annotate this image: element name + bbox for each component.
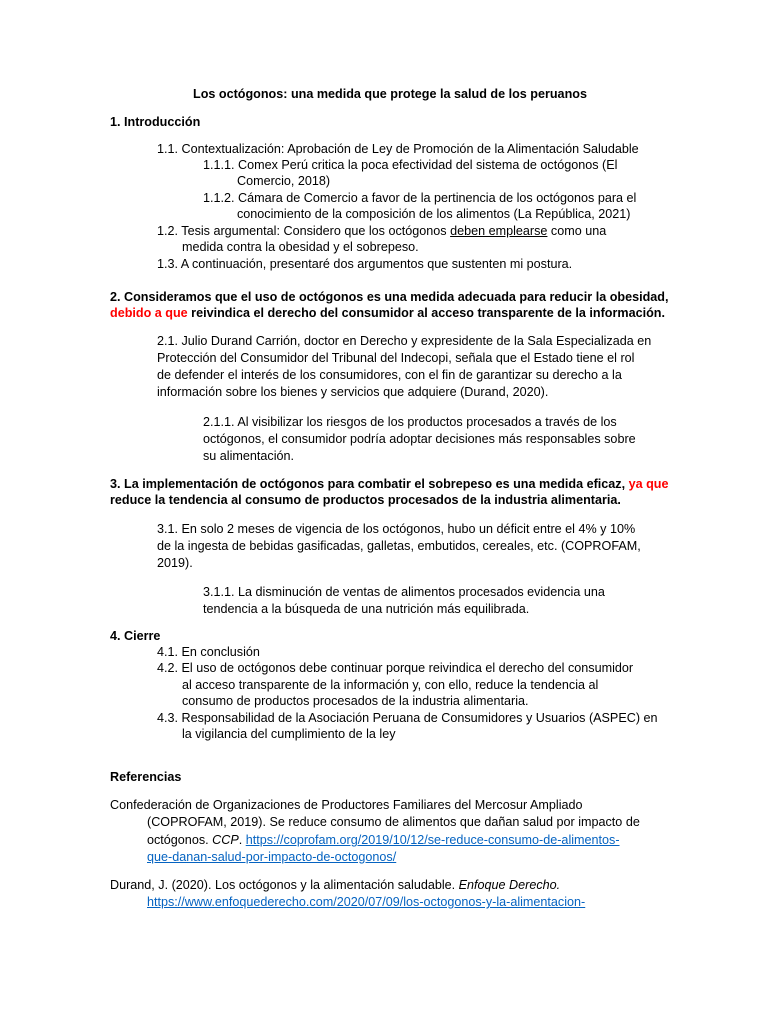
item-4-2-line-1: 4.2. El uso de octógonos debe continuar porque reivindica el derecho del consumidor bbox=[157, 661, 634, 675]
para-3-1-1-line-2: tendencia a la búsqueda de una nutrición más equilibrada. bbox=[203, 602, 530, 616]
para-2-1-line-4: información sobre los bienes y servicios que adquiere (Durand, 2020). bbox=[157, 385, 549, 399]
reference-1-line-1: Confederación de Organizaciones de Productores Familiares del Mercosur Ampliado bbox=[110, 798, 583, 812]
item-1-2-text-a: 1.2. Tesis argumental: Considero que los octógonos bbox=[157, 224, 451, 238]
section-3-connector: ya que bbox=[628, 477, 669, 491]
section-2-heading-rest: reivindica el derecho del consumidor al acceso transparente de la información. bbox=[187, 306, 665, 320]
item-1-3: 1.3. A continuación, presentaré dos argumentos que sustenten mi postura. bbox=[157, 257, 573, 271]
para-2-1-1-line-1: 2.1.1. Al visibilizar los riesgos de los productos procesados a través de los bbox=[203, 415, 617, 429]
para-2-1-1-line-2: octógonos, el consumidor podría adoptar decisiones más responsables sobre bbox=[203, 432, 636, 446]
references-heading: Referencias bbox=[110, 770, 182, 784]
section-2-heading-line-1: 2. Consideramos que el uso de octógonos es una medida adecuada para reducir la obesidad, bbox=[110, 290, 669, 304]
para-3-1-line-3: 2019). bbox=[157, 556, 193, 570]
para-2-1-line-1: 2.1. Julio Durand Carrión, doctor en Derecho y expresidente de la Sala Especializada en bbox=[157, 334, 652, 348]
section-3-heading-line-1 bbox=[110, 476, 669, 492]
reference-2-text: Durand, J. (2020). Los octógonos y la alimentación saludable. bbox=[110, 878, 459, 892]
reference-2-line-1 bbox=[110, 877, 560, 893]
para-3-1-1-line-1: 3.1.1. La disminución de ventas de alimentos procesados evidencia una bbox=[203, 585, 605, 599]
item-1-1: 1.1. Contextualización: Aprobación de Ley de Promoción de la Alimentación Saludable bbox=[157, 142, 639, 156]
section-1-heading: 1. Introducción bbox=[110, 115, 201, 129]
reference-1-text: octógonos. bbox=[147, 833, 213, 847]
section-4-heading: 4. Cierre bbox=[110, 629, 161, 643]
item-1-2-line-2: medida contra la obesidad y el sobrepeso. bbox=[182, 240, 419, 254]
section-3-heading-text: 3. La implementación de octógonos para combatir el sobrepeso es una medida eficaz, bbox=[110, 477, 629, 491]
reference-1-link-continued[interactable]: que-danan-salud-por-impacto-de-octogonos/ bbox=[147, 850, 397, 864]
para-3-1-line-2: de la ingesta de bebidas gasificadas, galletas, embutidos, cereales, etc. (COPROFAM, bbox=[157, 539, 641, 553]
reference-2-source: Enfoque Derecho. bbox=[458, 878, 561, 892]
reference-1-link-line-2 bbox=[147, 849, 396, 865]
item-4-3-line-1: 4.3. Responsabilidad de la Asociación Peruana de Consumidores y Usuarios (ASPEC) en bbox=[157, 711, 658, 725]
item-4-2-line-3: consumo de productos procesados de la industria alimentaria. bbox=[182, 694, 529, 708]
para-2-1-1-line-3: su alimentación. bbox=[203, 449, 295, 463]
reference-1-line-3 bbox=[147, 832, 620, 848]
section-2-connector: debido a que bbox=[110, 306, 188, 320]
reference-1-link[interactable]: https://coprofam.org/2019/10/12/se-reduce-consumo-de-alimentos- bbox=[245, 833, 620, 847]
section-2-heading-line-2 bbox=[110, 305, 665, 321]
item-1-1-1-line-1: 1.1.1. Comex Perú critica la poca efectividad del sistema de octógonos (El bbox=[203, 158, 618, 172]
item-1-1-2-line-2: conocimiento de la composición de los alimentos (La República, 2021) bbox=[237, 207, 631, 221]
reference-1-punct: . bbox=[238, 833, 246, 847]
reference-1-line-2: (COPROFAM, 2019). Se reduce consumo de alimentos que dañan salud por impacto de bbox=[147, 815, 640, 829]
reference-1-source: CCP bbox=[212, 833, 239, 847]
reference-2-line-2 bbox=[147, 894, 585, 910]
item-1-1-1-line-2: Comercio, 2018) bbox=[237, 174, 331, 188]
item-4-3-line-2: la vigilancia del cumplimiento de la ley bbox=[182, 727, 396, 741]
item-1-2-text-b: como una bbox=[547, 224, 607, 238]
item-1-2-line-1 bbox=[157, 223, 606, 239]
para-2-1-line-3: de defender el interés de los consumidores, con el fin de garantizar su derecho a la bbox=[157, 368, 622, 382]
para-2-1-line-2: Protección del Consumidor del Tribunal del Indecopi, señala que el Estado tiene el rol bbox=[157, 351, 635, 365]
item-4-1: 4.1. En conclusión bbox=[157, 645, 260, 659]
document-title: Los octógonos: una medida que protege la salud de los peruanos bbox=[193, 87, 587, 101]
item-1-1-2-line-1: 1.1.2. Cámara de Comercio a favor de la pertinencia de los octógonos para el bbox=[203, 191, 637, 205]
item-4-2-line-2: al acceso transparente de la información y, con ello, reduce la tendencia al bbox=[182, 678, 599, 692]
para-3-1-line-1: 3.1. En solo 2 meses de vigencia de los octógonos, hubo un déficit entre el 4% y 10% bbox=[157, 522, 636, 536]
reference-2-link[interactable]: https://www.enfoquederecho.com/2020/07/09/los-octogonos-y-la-alimentacion- bbox=[147, 895, 586, 909]
section-3-heading-line-2: reduce la tendencia al consumo de productos procesados de la industria alimentaria. bbox=[110, 493, 621, 507]
item-1-2-underlined: deben emplearse bbox=[450, 224, 548, 238]
